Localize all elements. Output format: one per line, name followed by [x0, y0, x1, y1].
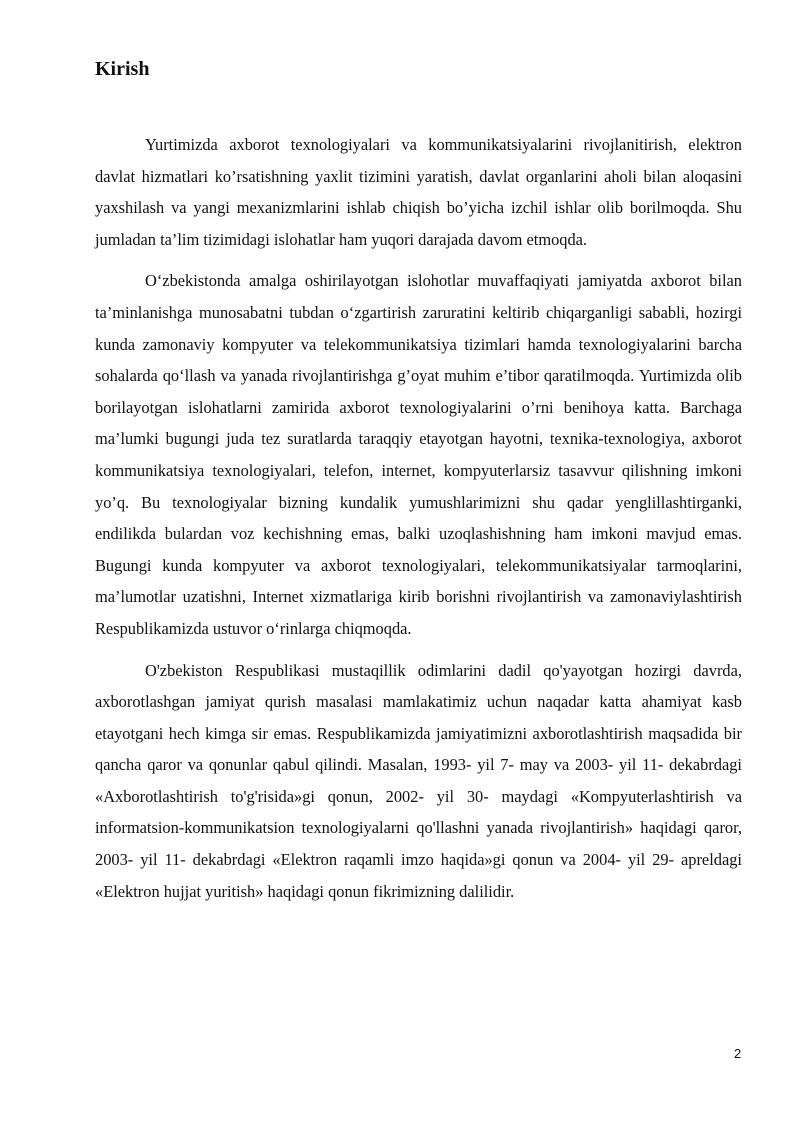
- section-heading: Kirish: [95, 58, 150, 80]
- paragraph-2: O‘zbekistonda amalga oshirilayotgan islohotlar muvaffaqiyati jamiyatda axborot bilan ta’minlanishga munosabatni tubdan o‘zgartirish zaruratini keltirib chiqarganligi sababli, hozirgi kunda zamonaviy kompyuter va telekommunikatsiya tizimlari hamda texnologiyalarini barcha sohalarda qo‘llash va yanada rivojlantirishga g’oyat muhim e’tibor qaratilmoqda. Yurtimizda olib borilayotgan islohatlarni zamirida axborot texnologiyalarini o’rni benihoya katta. Barchaga ma’lumki bugungi juda tez suratlarda taraqqiy etayotgan hayotni, texnika-texnologiya, axborot kommunikatsiya texnologiyalari, telefon, internet, kompyuterlarsiz tasavvur qilishning imkoni yo’q. Bu texnologiyalar bizning kundalik yumushlarimizni shu qadar yenglillashtirganki, endilikda bulardan voz kechishning emas, balki uzoqlashishning ham imkoni mavjud emas. Bugungi kunda kompyuter va axborot texnologiyalari, telekommunikatsiyalar tarmoqlarini, ma’lumotlar uzatishni, Internet xizmatlariga kirib borishni rivojlantirish va zamonaviylashtirish Respublikamizda ustuvor o‘rinlarga chiqmoqda.: [95, 271, 742, 638]
- page-number: 2: [734, 1046, 742, 1061]
- paragraph-3: O'zbekiston Respublikasi mustaqillik odimlarini dadil qo'yayotgan hozirgi davrda, axborotlashgan jamiyat qurish masalasi mamlakatimiz uchun naqadar katta ahamiyat kasb etayotgani hech kimga sir emas. Respublikamizda jamiyatimizni axborotlashtirish maqsadida bir qancha qaror va qonunlar qabul qilindi. Masalan, 1993- yil 7- may va 2003- yil 11- dekabrdagi «Axborotlashtirish to'g'risida»gi qonun, 2002- yil 30- maydagi «Kompyuterlashtirish va informatsion-kommunikatsion texnologiyalarni qo'llashni yanada rivojlantirish» haqidagi qaror, 2003- yil 11- dekabrdagi «Elektron raqamli imzo haqida»gi qonun va 2004- yil 29- apreldagi «Elektron hujjat yuritish» haqidagi qonun fikrimizning dalilidir.: [95, 660, 742, 901]
- body-text: [95, 129, 742, 917]
- paragraph-1: Yurtimizda axborot texnologiyalari va kommunikatsiyalarini rivojlanitirish, elektron davlat hizmatlari ko’rsatishning yaxlit tizimini yaratish, davlat organlarini aholi bilan aloqasini yaxshilash va yangi mexanizmlarini ishlab chiqish bo’yicha izchil ishlar olib borilmoqda. Shu jumladan ta’lim tizimidagi islohatlar ham yuqori darajada davom etmoqda.: [95, 135, 742, 249]
